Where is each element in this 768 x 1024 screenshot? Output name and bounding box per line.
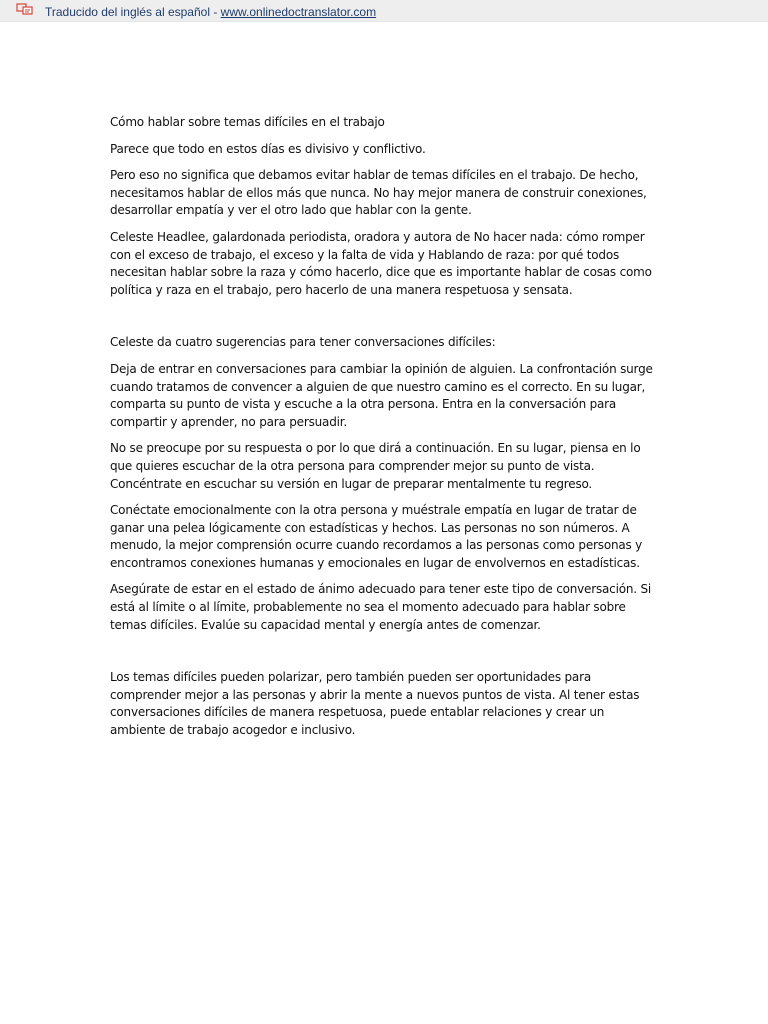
paragraph-headlee: Celeste Headlee, galardonada periodista, oradora y autora de No hacer nada: cómo romper con el exceso de trabajo, el exceso y la falta de vida y Hablando de raza: por qué todos necesitan hablar sobre la raza y cómo hacerlo, dice que es importante hablar de cosas como política y raza en el trabajo, pero hacerlo de una manera respetuosa y sensata. [110, 229, 652, 297]
spacer [110, 308, 662, 334]
banner-text [45, 5, 376, 19]
paragraph-intro: Parece que todo en estos días es divisivo y conflictivo. [110, 141, 426, 156]
paragraph-suggestion-1: Deja de entrar en conversaciones para cambiar la opinión de alguien. La confrontación surge cuando tratamos de convencer a alguien de que nuestro camino es el correcto. En su lugar, comparta su punto de vista y escuche a la otra persona. Entra en la conversación para compartir y aprender, no para persuadir. [110, 361, 653, 429]
translator-link[interactable]: www.onlinedoctranslator.com [220, 5, 377, 19]
banner-prefix: Traducido del inglés al español - [45, 5, 221, 19]
paragraph-conclusion: Los temas difíciles pueden polarizar, pero también pueden ser oportunidades para comprender mejor a las personas y abrir la mente a nuevos puntos de vista. Al tener estas conversaciones difíciles de manera respetuosa, puede entablar relaciones y crear un ambiente de trabajo acogedor e inclusivo. [110, 670, 640, 738]
paragraph-suggestion-2: No se preocupe por su respuesta o por lo que dirá a continuación. En su lugar, piensa en lo que quieres escuchar de la otra persona para comprender mejor su punto de vista. Concéntrate en escuchar su versión en lugar de preparar mentalmente tu regreso. [110, 441, 641, 491]
translation-banner [0, 0, 768, 22]
translate-icon [16, 2, 34, 16]
spacer [110, 643, 662, 669]
paragraph-context: Pero eso no significa que debamos evitar hablar de temas difíciles en el trabajo. De hecho, necesitamos hablar de ellos más que nunca. No hay mejor manera de construir conexiones, desarrollar empatía y ver el otro lado que hablar con la gente. [110, 168, 647, 218]
document-title: Cómo hablar sobre temas difíciles en el trabajo [110, 115, 385, 129]
paragraph-suggestions-intro: Celeste da cuatro sugerencias para tener conversaciones difíciles: [110, 335, 496, 350]
document-body [110, 114, 662, 749]
paragraph-suggestion-3: Conéctate emocionalmente con la otra persona y muéstrale empatía en lugar de tratar de ganar una pelea lógicamente con estadísticas y hechos. Las personas no son números. A menudo, la mejor comprensión ocurre cuando recordamos a las personas como personas y encontramos conexiones humanas y emocionales en lugar de envolvernos en estadísticas. [110, 503, 643, 570]
paragraph-suggestion-4: Asegúrate de estar en el estado de ánimo adecuado para tener este tipo de conversación. Si está al límite o al límite, probablemente no sea el momento adecuado para hablar sobre temas difíciles. Evalúe su capacidad mental y energía antes de comenzar. [110, 582, 652, 632]
